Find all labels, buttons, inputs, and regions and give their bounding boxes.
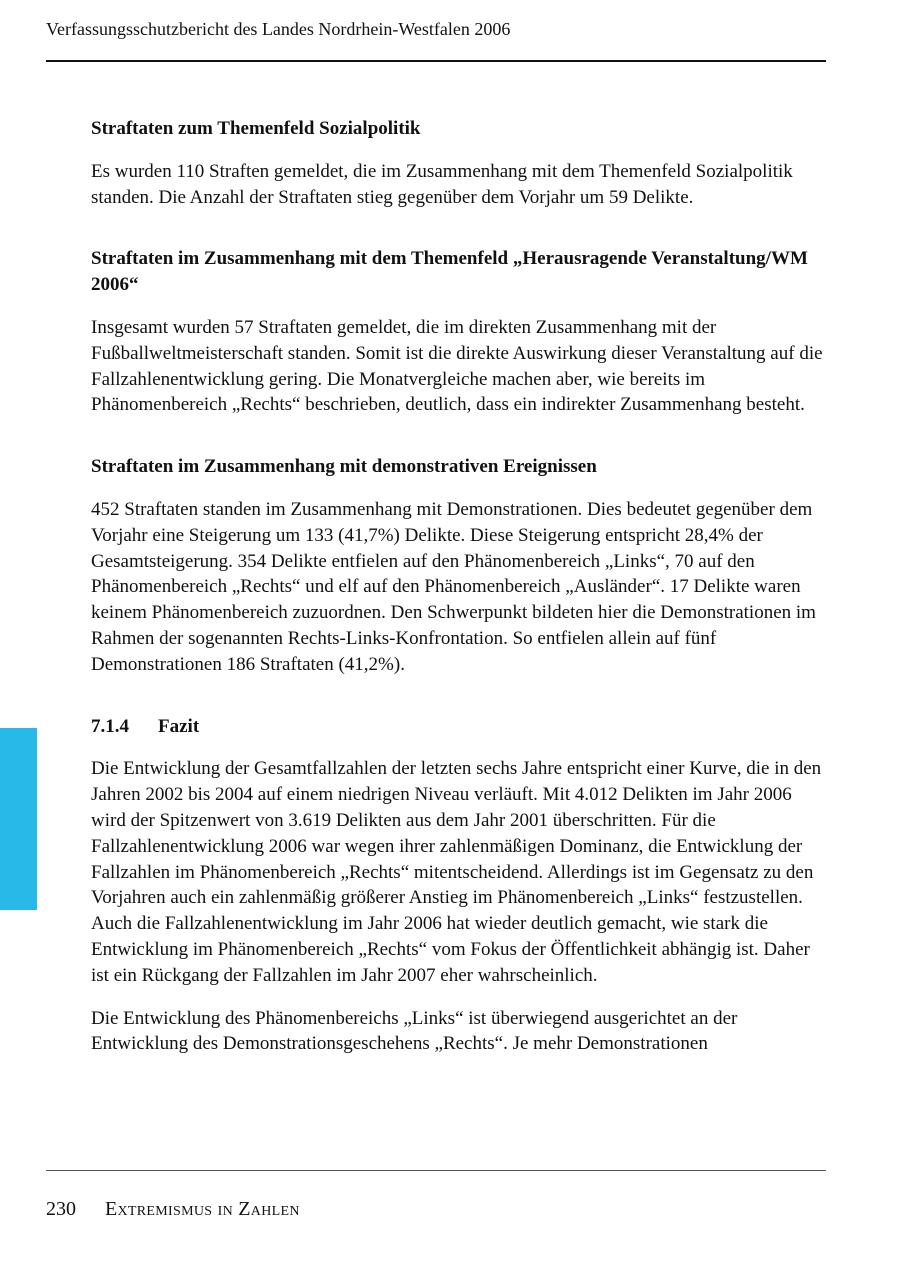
page-number: 230 — [46, 1198, 76, 1220]
section-heading-demonstrationen: Straftaten im Zusammenhang mit demonstrativen Ereignissen — [91, 456, 597, 478]
paragraph-fazit-1: Die Entwicklung der Gesamtfallzahlen der letzten sechs Jahre entspricht einer Kurve, die in den Jahren 2002 bis 2004 auf einem niedrigen Niveau verläuft. Mit 4.012 Delikten im Jahr 2006 wird der Spitzenwert von 3.619 Delikten aus dem Jahr 2001 überschritten. Für die Fallzahlenentwicklung 2006 war wegen ihrer zahlenmäßigen Dominanz, die Entwicklung der Fallzahlen im Phänomenbereich „Rechts“ mitentscheidend. Allerdings ist im Gegensatz zu den Vorjahren auch ein zahlenmäßig größerer Anstieg im Phänomenbereich „Links“ festzustellen. Auch die Fallzahlenentwicklung im Jahr 2006 hat wieder deutlich gemacht, wie stark die Entwicklung im Phänomenbereich „Rechts“ vom Fokus der Öffentlichkeit abhängig ist. Daher ist ein Rückgang der Fallzahlen im Jahr 2007 eher wahrscheinlich. — [91, 758, 822, 986]
section-heading-sozialpolitik: Straftaten zum Themenfeld Sozialpolitik — [91, 118, 421, 139]
paragraph-fazit-2: Die Entwicklung des Phänomenbereichs „Links“ ist überwiegend ausgerichtet an der Entwicklung des Demonstrationsgeschehens „Rechts“. Je mehr Demonstrationen — [91, 1007, 738, 1055]
paragraph-demonstrationen: 452 Straftaten standen im Zusammenhang mit Demonstrationen. Dies bedeutet gegenüber dem Vorjahr eine Steigerung um 133 (41,7%) Delikte. Diese Steigerung entspricht 28,4% der Gesamtsteigerung. 354 Delikte entfielen auf den Phänomenbereich „Links“, 70 auf den Phänomenbereich „Rechts“ und elf auf den Phänomenbereich „Ausländer“. 17 Delikte waren keinem Phänomenbereich zuzuordnen. Den Schwerpunkt bildeten hier die Demonstrationen im Rahmen der sogenannten Rechts-Links-Konfrontation. So entfielen allein auf fünf Demonstrationen 186 Straftaten (41,2%). — [91, 498, 816, 675]
running-title: Verfassungsschutzbericht des Landes Nordrhein-Westfalen 2006 — [46, 19, 511, 39]
page-body — [91, 116, 826, 1057]
section-number: 7.1.4 — [91, 715, 129, 737]
footer-rule — [46, 1170, 826, 1171]
chapter-tab-marker — [0, 728, 37, 910]
header-rule — [46, 60, 826, 62]
paragraph-sozialpolitik: Es wurden 110 Straften gemeldet, die im Zusammenhang mit dem Themenfeld Sozialpolitik standen. Die Anzahl der Straftaten stieg gegenüber dem Vorjahr um 59 Delikte. — [91, 160, 793, 208]
section-title: Fazit — [158, 715, 200, 737]
section-heading-wm-2006: Straftaten im Zusammenhang mit dem Themenfeld „Herausragende Veranstaltung/WM 2006“ — [91, 248, 808, 296]
paragraph-wm-2006: Insgesamt wurden 57 Straftaten gemeldet, die im direkten Zusammenhang mit der Fußballweltmeisterschaft standen. Somit ist die direkte Auswirkung dieser Veranstaltung auf die Fallzahlenentwicklung gering. Die Monatvergleiche machen aber, wie bereits im Phänomenbereich „Rechts“ beschrieben, deutlich, dass ein indirekter Zusammenhang besteht. — [91, 316, 823, 416]
section-heading-fazit — [91, 714, 826, 740]
footer-section-title: Extremismus in Zahlen — [105, 1198, 300, 1220]
page-footer — [46, 1197, 300, 1221]
